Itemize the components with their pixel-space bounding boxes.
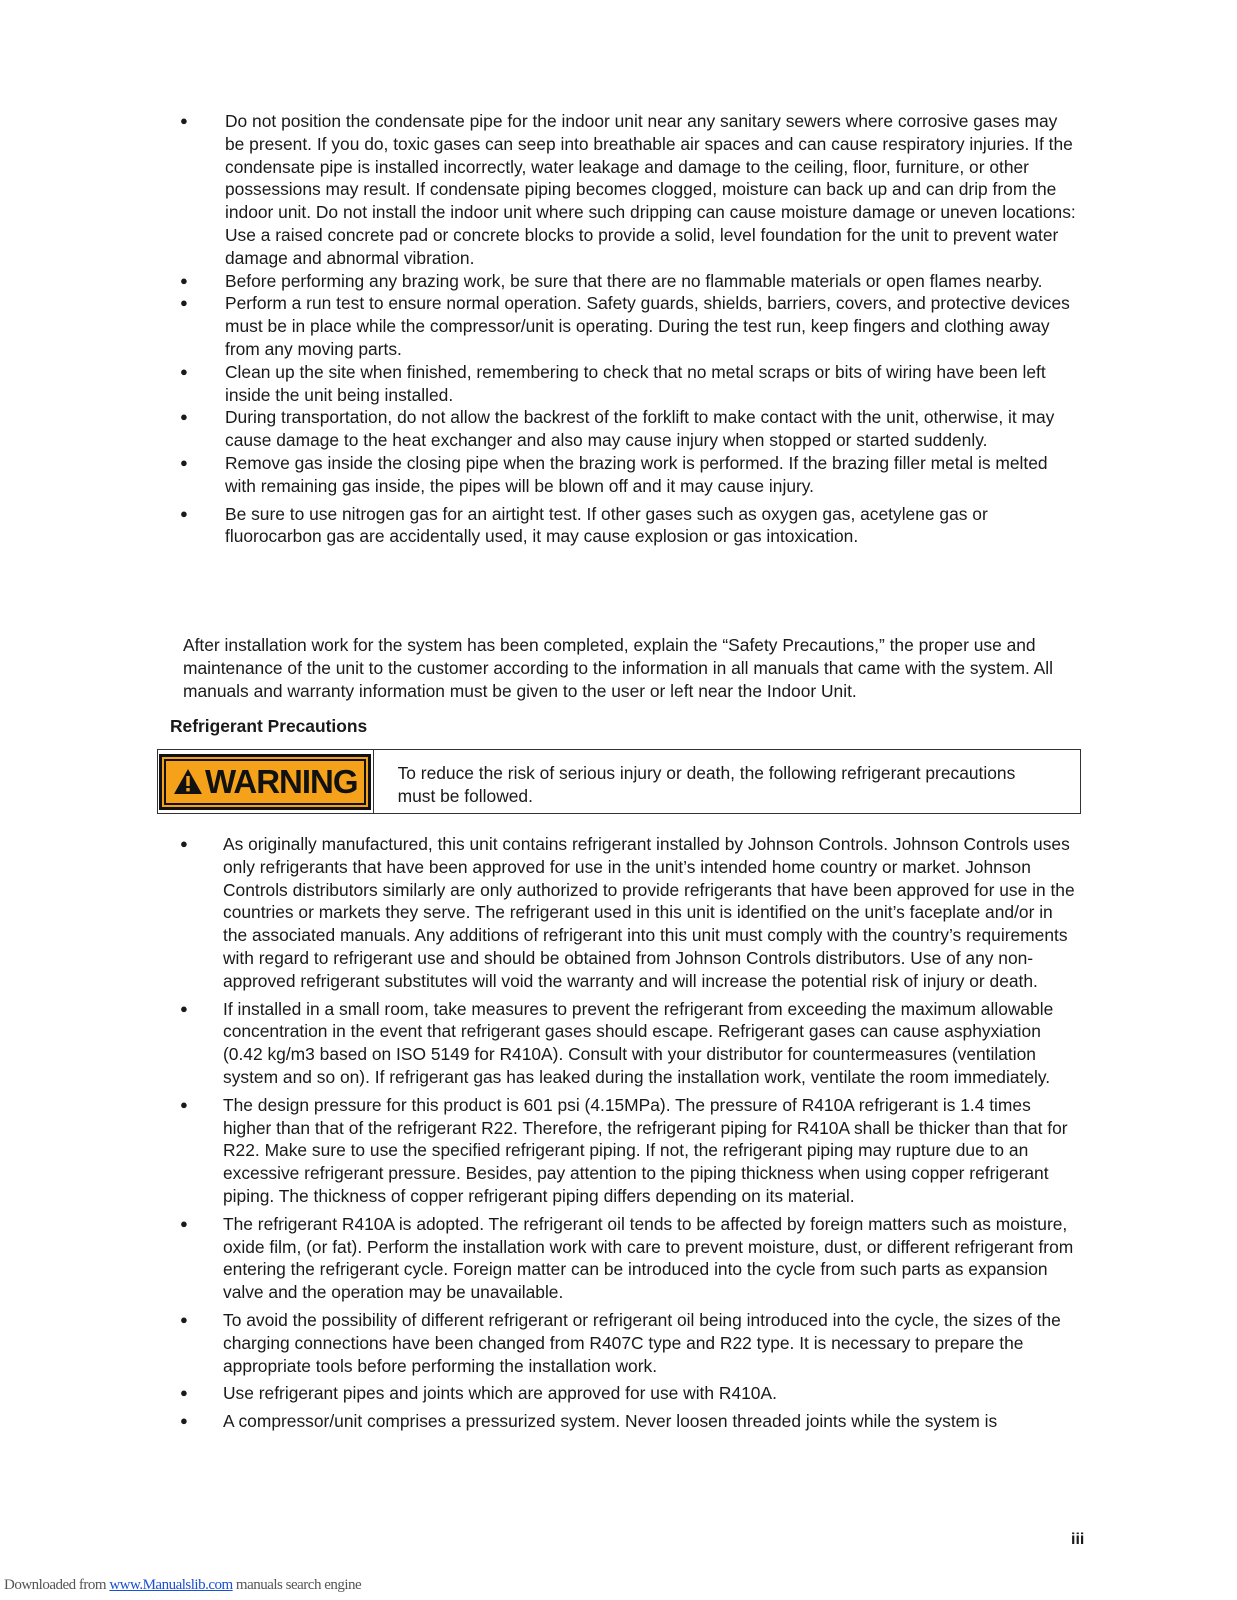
list-item: ● The design pressure for this product is 601 psi (4.15MPa). The pressure of R410A refrigerant is 1.4 times higher than that of the refrigerant R22. Therefore, the refrigerant piping for R410A shall be thicker than that for R22. Make sure to use the specified refrigerant piping. If not, the refrigerant piping may rupture due to an excessive refrigerant pressure. Besides, pay attention to the piping thickness when using copper refrigerant piping. The thickness of copper refrigerant piping differs depending on its material.: [180, 1094, 1068, 1206]
bullet-icon: ●: [180, 295, 188, 311]
list-item: ● To avoid the possibility of different refrigerant or refrigerant oil being introduced into the cycle, the sizes of the charging connections have been changed from R407C type and R22 type. It is necessary to prepare the appropriate tools before performing the installation work.: [180, 1309, 1061, 1376]
list-item: ● During transportation, do not allow the backrest of the forklift to make contact with the unit, otherwise, it may cause damage to the heat exchanger and also may cause injury when stopped or started suddenly.: [180, 407, 1055, 451]
list-item: ● Perform a run test to ensure normal operation. Safety guards, shields, barriers, covers, and protective devices must be in place while the compressor/unit is operating. During the test run, keep fingers and clothing away from any moving parts.: [180, 293, 1070, 359]
refrigerant-bullet-list: [180, 833, 1080, 1438]
manualslib-link[interactable]: www.Manualslib.com: [109, 1577, 233, 1593]
list-item: ● Before performing any brazing work, be sure that there are no flammable materials or open flames nearby.: [180, 270, 1043, 291]
list-item: ● If installed in a small room, take measures to prevent the refrigerant from exceeding the maximum allowable concentration in the event that refrigerant gases should escape. Refrigerant gases can cause asphyxiation (0.42 kg/m3 based on ISO 5149 for R410A). Consult with your distributor for countermeasures (ventilation system and so on). If refrigerant gas has leaked during the installation work, ventilate the room immediately.: [180, 998, 1054, 1087]
list-item: ● Be sure to use nitrogen gas for an airtight test. If other gases such as oxygen gas, acetylene gas or fluorocarbon gas are accidentally used, it may cause explosion or gas intoxication.: [180, 503, 988, 547]
bullet-icon: ●: [180, 1215, 188, 1231]
warning-label-text: WARNING: [205, 762, 358, 800]
list-item: ● A compressor/unit comprises a pressurized system. Never loosen threaded joints while the system is: [180, 1411, 998, 1432]
list-item: ● Do not position the condensate pipe for the indoor unit near any sanitary sewers where corrosive gases may be present. If you do, toxic gases can seep into breathable air spaces and can cause respiratory injuries. If the condensate pipe is installed incorrectly, water leakage and damage to the ceiling, floor, furniture, or other possessions may result. If condensate piping becomes clogged, moisture can back up and can drip from the indoor unit. Do not install the indoor unit where such dripping can cause moisture damage or uneven locations: Use a raised concrete pad or concrete blocks to provide a solid, level foundation for the unit to prevent water damage and abnormal vibration.: [180, 111, 1076, 268]
safety-bullet-list: [180, 110, 1080, 548]
list-item: ● Use refrigerant pipes and joints which are approved for use with R410A.: [180, 1383, 777, 1404]
warning-triangle-icon: [173, 768, 203, 795]
bullet-icon: ●: [180, 1413, 188, 1429]
bullet-icon: ●: [180, 1000, 188, 1016]
section-heading: Refrigerant Precautions: [170, 716, 368, 736]
bullet-icon: ●: [180, 113, 188, 128]
warning-box: [157, 749, 1081, 814]
warning-label: [159, 754, 371, 810]
bullet-icon: ●: [180, 1096, 188, 1112]
bullet-icon: ●: [180, 505, 188, 521]
download-footer: Downloaded from www.Manualslib.com manuals search engine: [4, 1577, 362, 1593]
bullet-icon: ●: [180, 272, 188, 288]
warning-label-cell: [158, 750, 374, 813]
bullet-icon: ●: [180, 1311, 188, 1327]
bullet-icon: ●: [180, 836, 188, 851]
list-item: ● Remove gas inside the closing pipe when the brazing work is performed. If the brazing filler metal is melted with remaining gas inside, the pipes will be blown off and it may cause injury.: [180, 452, 1048, 496]
bullet-icon: ●: [180, 409, 188, 425]
after-installation-paragraph: After installation work for the system has been completed, explain the “Safety Precautions,” the proper use and maintenance of the unit to the customer according to the information in all manuals that came with the system. All manuals and warranty information must be given to the user or left near the Indoor Unit.: [183, 635, 1053, 701]
bullet-icon: ●: [180, 454, 188, 470]
list-item: ● As originally manufactured, this unit contains refrigerant installed by Johnson Controls. Johnson Controls uses only refrigerants that have been approved for use in the unit’s intended home country or market. Johnson Controls distributors similarly are only authorized to provide refrigerants that have been approved for use in the countries or markets they serve. The refrigerant used in this unit is identified on the unit’s faceplate and/or in the associated manuals. Any additions of refrigerant into this unit must comply with the country’s requirements with regard to refrigerant use and should be obtained from Johnson Controls distributors. Use of any non-approved refrigerant substitutes will void the warranty and will increase the potential risk of injury or death.: [180, 834, 1075, 991]
page-number: iii: [1071, 1531, 1085, 1548]
list-item: ● Clean up the site when finished, remembering to check that no metal scraps or bits of wiring have been left inside the unit being installed.: [180, 361, 1046, 405]
warning-message: To reduce the risk of serious injury or death, the following refrigerant precautions must be followed.: [397, 763, 1016, 806]
list-item: ● The refrigerant R410A is adopted. The refrigerant oil tends to be affected by foreign matters such as moisture, oxide film, (or fat). Perform the installation work with care to prevent moisture, dust, or different refrigerant from entering the refrigerant cycle. Foreign matter can be introduced into the cycle from such parts as expansion valve and the operation may be unavailable.: [180, 1213, 1074, 1303]
bullet-icon: ●: [180, 363, 188, 379]
bullet-icon: ●: [180, 1385, 188, 1401]
